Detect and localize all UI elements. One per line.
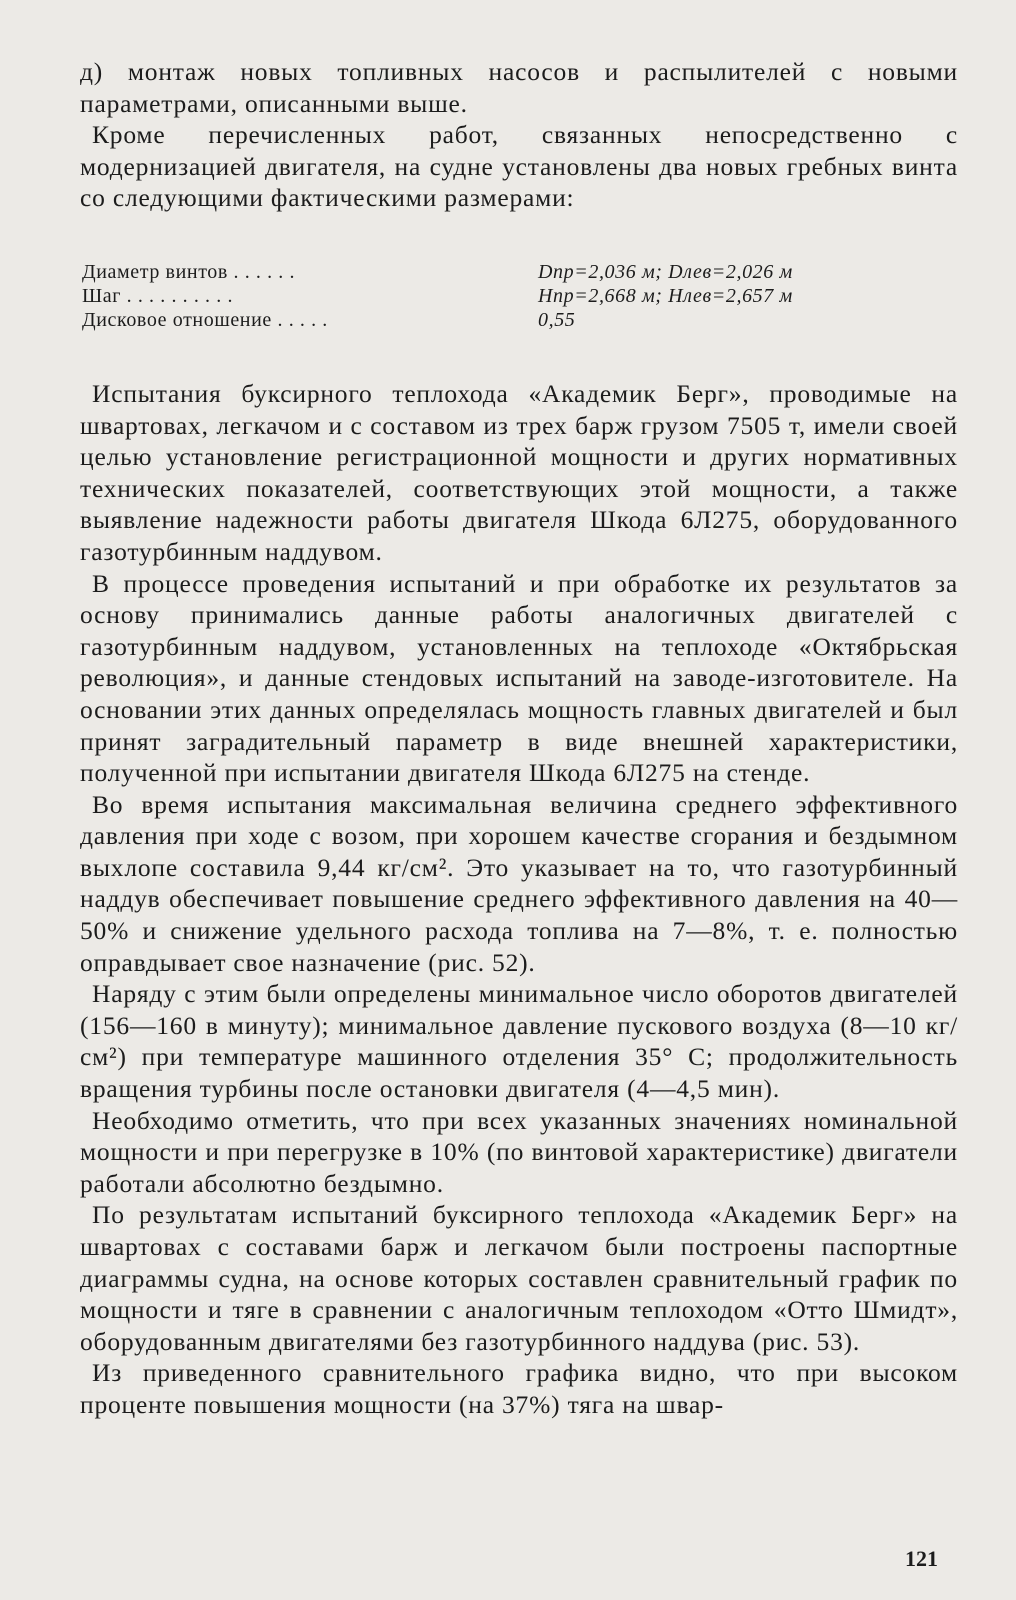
paragraph-installation: д) монтаж новых топливных насосов и распылителей с новыми параметрами, описанными выше. xyxy=(80,57,958,118)
spec-row-disk-ratio xyxy=(82,308,958,332)
spec-row-diameter xyxy=(82,260,958,284)
spec-label: Шаг . . . . . . . . . . xyxy=(82,284,234,307)
paragraph-propellers: Кроме перечисленных работ, связанных непосредственно с модернизацией двигателя, на судне установлены два новых гребных винта со следующими фактическими размерами: xyxy=(80,120,958,213)
spec-value: Hпр=2,668 м; Hлев=2,657 м xyxy=(538,284,793,307)
spec-value: 0,55 xyxy=(538,308,576,331)
paragraph-test-process: В процессе проведения испытаний и при обработке их результатов за основу принимались данные работы аналогичных двигателей с газотурбинным наддувом, установленных на теплоходе «Октябрьская революция», и данные стендовых испытаний на заводе-изготовителе. На основании этих данных определялась мощность главных двигателей и был принят заградительный параметр в виде внешней характеристики, полученной при испытании двигателя Шкода 6Л275 на стенде. xyxy=(80,568,958,788)
paragraph-effective-pressure: Во время испытания максимальная величина среднего эффективного давления при ходе с возом, при хорошем качестве сгорания и бездымном выхлопе составила 9,44 кг/см². Это указывает на то, что газотурбинный наддув обеспечивает повышение среднего эффективного давления на 40—50% и снижение удельного расхода топлива на 7—8%, т. е. полностью оправдывает свое назначение (рис. 52). xyxy=(80,789,958,977)
paragraph-diagrams: По результатам испытаний буксирного теплохода «Академик Берг» на швартовах с составами барж и легкачом были построены паспортные диаграммы судна, на основе которых составлен сравнительный график по мощности и тяге в сравнении с аналогичным теплоходом «Отто Шмидт», оборудованным двигателями без газотурбинного наддува (рис. 53). xyxy=(80,1200,958,1356)
spec-label: Диаметр винтов . . . . . . xyxy=(82,260,296,283)
page-number: 121 xyxy=(905,1546,938,1571)
paragraph-tests-purpose: Испытания буксирного теплохода «Академик Берг», проводимые на швартовах, легкачом и с составом из трех барж грузом 7505 т, имели своей целью установление регистрационной мощности и других нормативных технических показателей, соответствующих этой мощности, а также выявление надежности работы двигателя Шкода 6Л275, оборудованного газотурбинным наддувом. xyxy=(80,378,958,566)
paragraph-smokeless: Необходимо отметить, что при всех указанных значениях номинальной мощности и при перегрузке в 10% (по винтовой характеристике) двигатели работали абсолютно бездымно. xyxy=(80,1105,958,1198)
spec-row-pitch xyxy=(82,284,958,308)
spec-value: Dпр=2,036 м; Dлев=2,026 м xyxy=(538,260,793,283)
paragraph-graph-conclusion: Из приведенного сравнительного графика видно, что при высоком проценте повышения мощности (на 37%) тяга на швар- xyxy=(80,1358,958,1419)
spec-label: Дисковое отношение . . . . . xyxy=(82,308,328,331)
propeller-spec-table xyxy=(82,260,958,332)
paragraph-minimum-values: Наряду с этим были определены минимальное число оборотов двигателей (156—160 в минуту); минимальное давление пускового воздуха (8—10 кг/см²) при температуре машинного отделения 35° С; продолжительность вращения турбины после остановки двигателя (4—4,5 мин). xyxy=(80,979,958,1104)
